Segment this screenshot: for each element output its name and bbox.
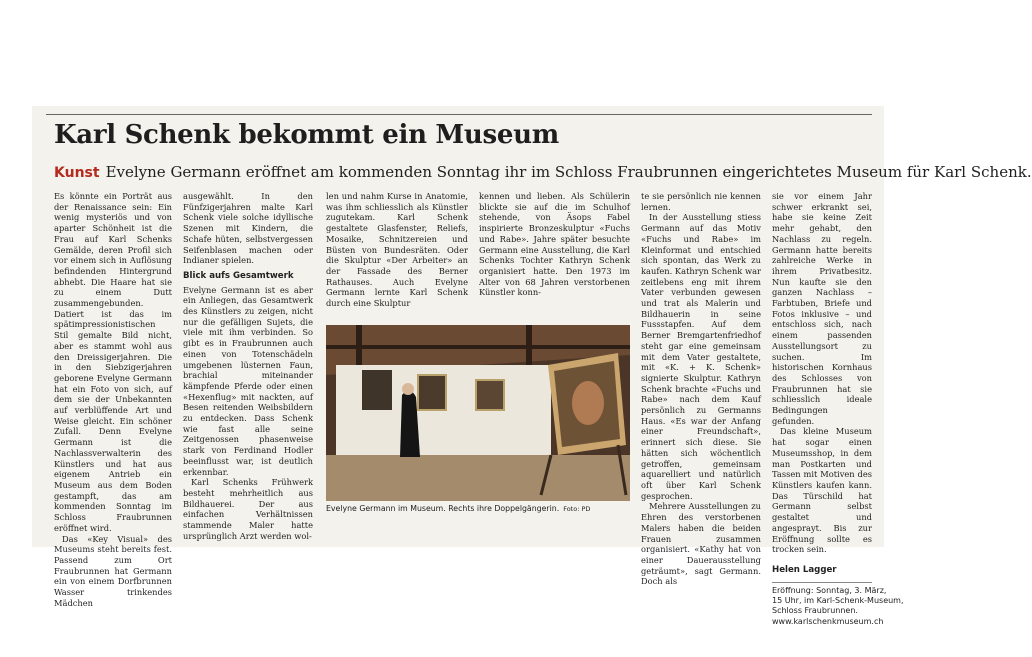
- dek-text: Evelyne Germann eröffnet am kommenden Sonntag ihr im Schloss Fraubrunnen eingerichtetes Museum für Karl Schenk.: [105, 163, 1032, 181]
- museum-photo: [326, 325, 630, 501]
- photo-credit: Foto: PD: [563, 505, 591, 513]
- col5-para-1: te sie persönlich nie kennen lernen.: [641, 191, 761, 212]
- column-4: [479, 191, 630, 321]
- col5-para-3: Mehrere Ausstellungen zu Ehren des verstorbenen Malers haben die beiden Frauen zusammen organisiert. «Kathy hat von einer Dauerausstellung geträumt», sagt Germann. Doch als: [641, 501, 761, 587]
- subheadline: [54, 163, 1032, 181]
- info-line-4: www.karlschenkmuseum.ch: [772, 616, 884, 626]
- col6-para-1: sie vor einem Jahr schwer erkrankt sei, habe sie keine Zeit mehr gehabt, den Nachlass zu regeln. Germann hatte bereits zahlreiche Werke in ihrem Privatbesitz. Nun kaufte sie den ganzen Nachlass – Farbtuben, Briefe und Fotos inklusive – und entschloss sich, nach einem passenden Ausstellungsort zu suchen. Im historischen Kornhaus des Schlosses von Fraubrunnen hat sie schliesslich ideale Bedingungen gefunden.: [772, 191, 872, 426]
- col2-para-1: ausgewählt. In den Fünfzigerjahren malte Karl Schenk viele solche idyllische Szenen mit Kindern, die Schafe hüten, selbstvergessen Seifenblasen machen oder Indianer spielen.: [183, 191, 313, 266]
- col4-para-1: kennen und lieben. Als Schülerin blickte sie auf die im Schulhof stehende, von Äsops Fabel inspirierte Bronzeskulptur «Fuchs und Rabe». Jahre später besuchte Germann eine Ausstellung, die Karl Schenks Tochter Kathryn Schenk organisiert hatte. Den 1973 im Alter von 68 Jahren verstorbenen Künstler konn-: [479, 191, 630, 298]
- column-6: [772, 191, 904, 627]
- kicker-label: Kunst: [54, 165, 100, 181]
- column-1: [54, 191, 172, 608]
- col5-para-2: In der Ausstellung stiess Germann auf das Motiv «Fuchs und Rabe» im Kleinformat und entschied sich spontan, das Werk zu kaufen. Kathryn Schenk war zeitlebens eng mit ihrem Vater verbunden gewesen und trat als Malerin und Bildhauerin in seine Fussstapfen. Auf dem Berner Bremgartenfriedhof steht gar eine gemeinsam mit dem Vater gestaltete, mit «K. + K. Schenk» signierte Skulptur. Kathryn Schenk brachte «Fuchs und Rabe» nach dem Kauf persönlich zu Germanns Haus. «Es war der Anfang einer Freundschaft», erinnert sich diese. Sie hätten sich wöchentlich getroffen, gemeinsam aquarelliert und natürlich oft über Karl Schenk gesprochen.: [641, 212, 761, 501]
- author-name: Helen Lagger: [772, 564, 837, 575]
- col1-para-2: Das «Key Visual» des Museums steht bereits fest. Passend zum Ort Fraubrunnen hat Germann ein von einem Dorfbrunnen Wasser trinkendes Mädchen: [54, 533, 172, 608]
- newspaper-clipping: [32, 106, 1032, 626]
- column-5: [641, 191, 761, 587]
- museum-photo-illustration: [326, 325, 630, 501]
- col6-para-2: Das kleine Museum hat sogar einen Museumsshop, in dem man Postkarten und Tassen mit Motiven des Künstlers kaufen kann. Das Türschild hat Germann selbst gestaltet und angesprayt. Bis zur Eröffnung sollte es trocken sein.: [772, 426, 872, 555]
- section-heading: Blick aufs Gesamtwerk: [183, 270, 294, 281]
- caption-text: Evelyne Germann im Museum. Rechts ihre Doppelgängerin.: [326, 504, 560, 513]
- info-line-3: Schloss Fraubrunnen.: [772, 606, 858, 616]
- column-2: [183, 191, 313, 542]
- photo-caption: [326, 504, 630, 513]
- top-rule: [46, 114, 872, 115]
- info-line-2: 15 Uhr, im Karl-Schenk-Museum,: [772, 595, 904, 605]
- col2-para-3: Karl Schenks Frühwerk besteht mehrheitlich aus Bildhauerei. Der aus einfachen Verhältnissen stammende Maler hatte ursprünglich Arzt werden wol-: [183, 477, 313, 541]
- headline: Karl Schenk bekommt ein Museum: [54, 120, 559, 150]
- col1-para-1: Es könnte ein Porträt aus der Renaissance sein: Ein wenig mysteriös und von aparter Schönheit ist die Frau auf Karl Schenks Gemälde, deren Profil sich vor einem sich in Auflösung befindenden Hintergrund abhebt. Die Haare hat sie zu einem Dutt zusammengebunden. Datiert ist das im spätimpressionistischen Stil gemalte Bild nicht, aber es stammt wohl aus den Dreissigerjahren. Die in den Siebzigerjahren geborene Evelyne Germann hat ein Foto von sich, auf dem sie der Unbekannten auf verblüffende Art und Weise gleicht. Ein schöner Zufall. Denn Evelyne Germann ist die Nachlassverwalterin des Künstlers und hat aus eigenem Antrieb ein Museum aus dem Boden gestampft, das am kommenden Sonntag im Schloss Fraubrunnen eröffnet wird.: [54, 191, 172, 533]
- event-info: [772, 582, 904, 627]
- col2-para-2: Evelyne Germann ist es aber ein Anliegen, das Gesamtwerk des Künstlers zu zeigen, nicht nur die gefälligen Sujets, die viele mit ihm verbinden. So gibt es in Fraubrunnen auch einen von Totenschädeln umgebenen lüsternen Faun, brachial miteinander kämpfende Pferde oder einen «Hexenflug» mit nackten, auf Besen reitenden Weibsbildern zu entdecken. Dass Schenk wie fast alle seine Zeitgenossen phasenweise stark von Ferdinand Hodler beeinflusst war, ist deutlich erkennbar.: [183, 284, 313, 477]
- col3-para-1: len und nahm Kurse in Anatomie, was ihm schliesslich als Künstler zugutekam. Karl Schenk gestaltete Glasfenster, Reliefs, Mosaike, Schnitzereien und Büsten von Bundesräten. Oder die Skulptur «Der Arbeiter» an der Fassade des Berner Rathauses. Auch Evelyne Germann lernte Karl Schenk durch eine Skulptur: [326, 191, 468, 309]
- info-line-1: Eröffnung: Sonntag, 3. März,: [772, 585, 887, 595]
- column-3: [326, 191, 468, 321]
